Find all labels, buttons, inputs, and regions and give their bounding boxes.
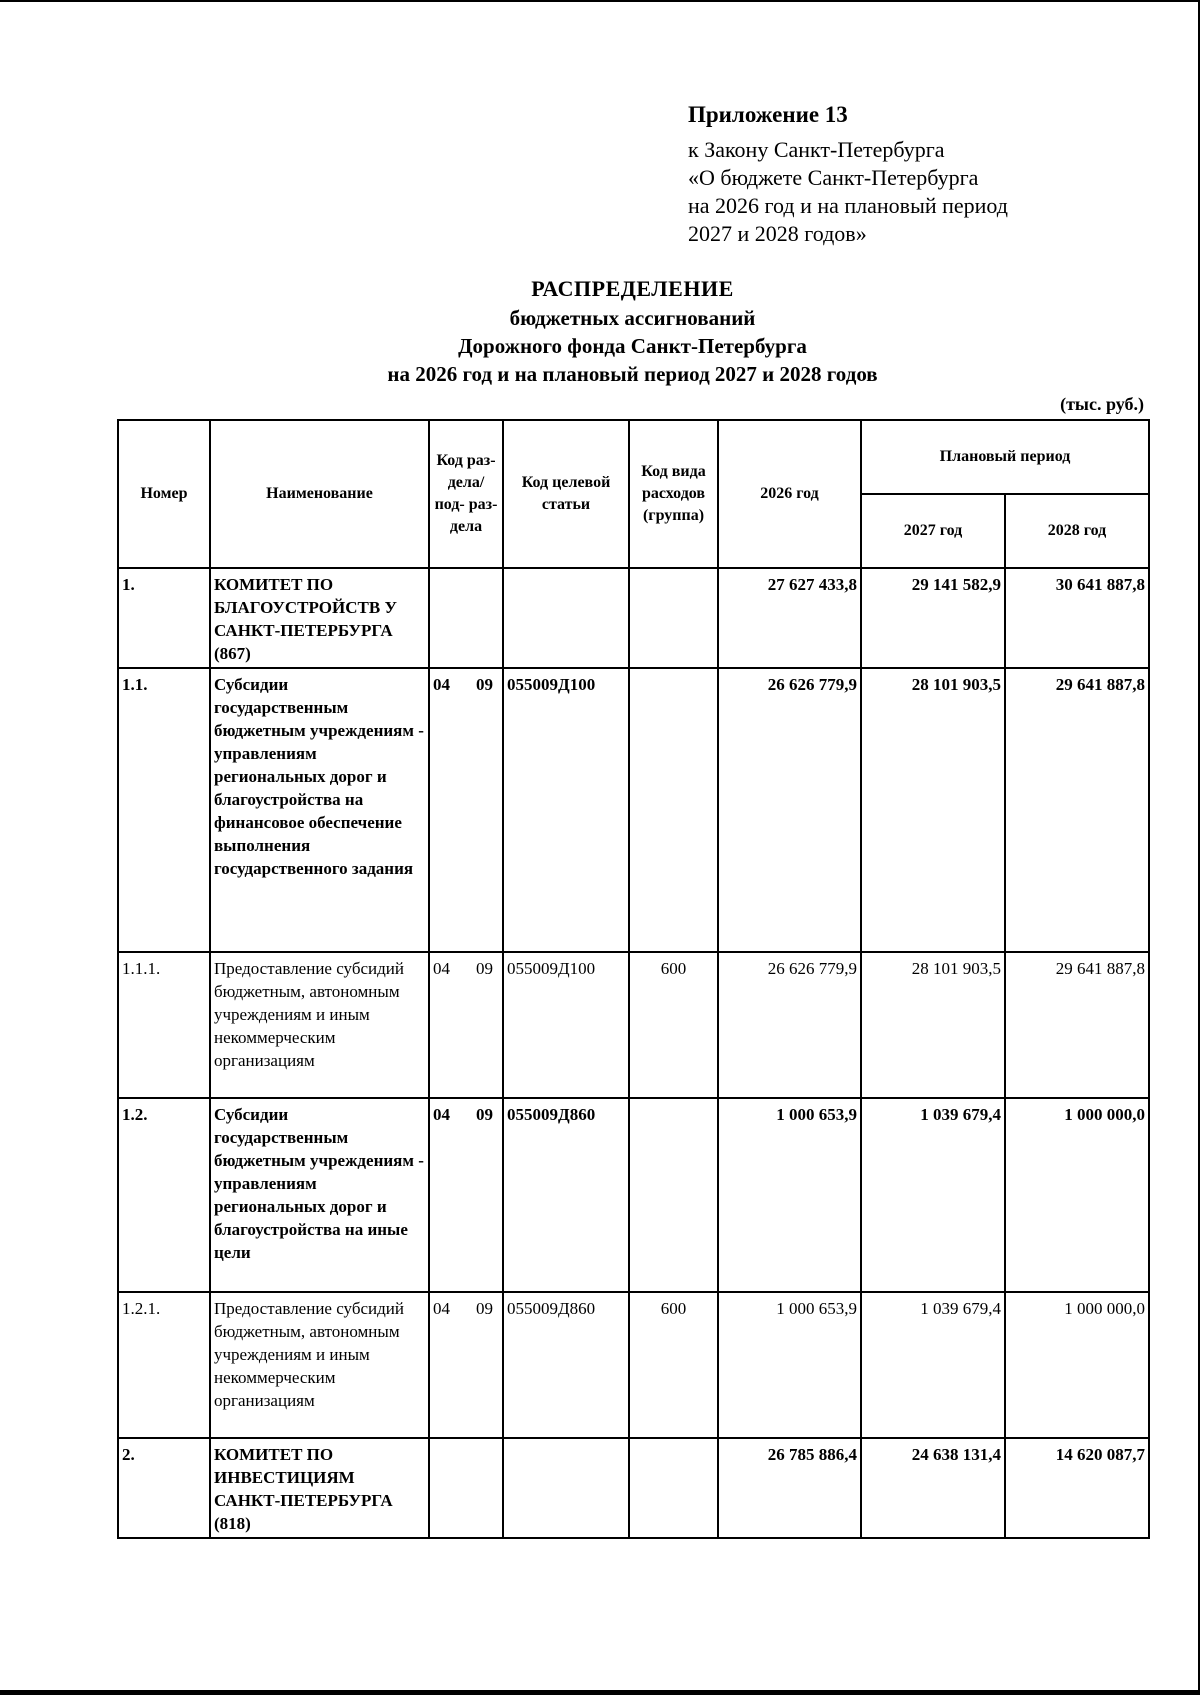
- header-2027: 2027 год: [861, 494, 1005, 568]
- row-2027: 29 141 582,9: [861, 568, 1005, 668]
- row-expense-code: [629, 1098, 718, 1292]
- header-2026: 2026 год: [718, 420, 861, 568]
- row-target-code: [503, 568, 629, 668]
- budget-table: [117, 419, 1150, 1539]
- row-target-code: 055009Д860: [503, 1098, 629, 1292]
- row-2028: 30 641 887,8: [1005, 568, 1149, 668]
- row-expense-code: 600: [629, 952, 718, 1098]
- row-2028: 1 000 000,0: [1005, 1292, 1149, 1438]
- heading-line: бюджетных ассигнований: [509, 306, 756, 330]
- row-2027: 28 101 903,5: [861, 668, 1005, 952]
- row-section-code: 04 09: [429, 1292, 503, 1438]
- row-number: 2.: [118, 1438, 210, 1538]
- units-label: (тыс. руб.): [1060, 394, 1144, 414]
- row-2027: 24 638 131,4: [861, 1438, 1005, 1538]
- row-2026: 27 627 433,8: [718, 568, 861, 668]
- annex-line: к Закону Санкт-Петербурга: [688, 137, 945, 162]
- row-name: Предоставление субсидий бюджетным, автономным учреждениям и иным некоммерческим организациям: [210, 952, 429, 1098]
- heading-line: Дорожного фонда Санкт-Петербурга: [458, 334, 807, 358]
- annex-title: Приложение 13: [688, 102, 848, 127]
- row-section-code: 04 09: [429, 952, 503, 1098]
- header-section-code: Код раз- дела/ под- раз- дела: [429, 420, 503, 568]
- table-row: [118, 1098, 1149, 1292]
- row-target-code: [503, 1438, 629, 1538]
- row-number: 1.2.: [118, 1098, 210, 1292]
- header-name: Наименование: [210, 420, 429, 568]
- table-row: [118, 1292, 1149, 1438]
- row-number: 1.2.1.: [118, 1292, 210, 1438]
- row-section-code: 04 09: [429, 668, 503, 952]
- annex-line: 2027 и 2028 годов»: [688, 221, 867, 246]
- row-expense-code: 600: [629, 1292, 718, 1438]
- row-name: КОМИТЕТ ПО ИНВЕСТИЦИЯМ САНКТ-ПЕТЕРБУРГА (818): [210, 1438, 429, 1538]
- top-border-line: [0, 0, 1200, 2]
- row-2026: 1 000 653,9: [718, 1098, 861, 1292]
- annex-block: [688, 100, 1168, 248]
- row-target-code: 055009Д860: [503, 1292, 629, 1438]
- row-2026: 1 000 653,9: [718, 1292, 861, 1438]
- row-section-code: 04 09: [429, 1098, 503, 1292]
- row-section-code: [429, 1438, 503, 1538]
- row-number: 1.: [118, 568, 210, 668]
- row-name: Предоставление субсидий бюджетным, автономным учреждениям и иным некоммерческим организациям: [210, 1292, 429, 1438]
- row-number: 1.1.: [118, 668, 210, 952]
- table-row: [118, 1438, 1149, 1538]
- table-row: [118, 952, 1149, 1098]
- row-target-code: 055009Д100: [503, 952, 629, 1098]
- row-section-code: [429, 568, 503, 668]
- row-expense-code: [629, 568, 718, 668]
- row-name: Субсидии государственным бюджетным учреждениям - управлениям региональных дорог и благоустройства на финансовое обеспечение выполнения государственного задания: [210, 668, 429, 952]
- heading-title: РАСПРЕДЕЛЕНИЕ: [531, 276, 734, 301]
- header-planned-period: Плановый период: [861, 420, 1149, 494]
- document-heading: [0, 274, 1200, 388]
- row-2028: 1 000 000,0: [1005, 1098, 1149, 1292]
- row-2027: 1 039 679,4: [861, 1292, 1005, 1438]
- heading-line: на 2026 год и на плановый период 2027 и 2028 годов: [387, 362, 878, 386]
- bottom-border-line: [0, 1690, 1200, 1695]
- row-target-code: 055009Д100: [503, 668, 629, 952]
- annex-line: «О бюджете Санкт-Петербурга: [688, 165, 979, 190]
- header-number: Номер: [118, 420, 210, 568]
- annex-line: на 2026 год и на плановый период: [688, 193, 1008, 218]
- row-2027: 1 039 679,4: [861, 1098, 1005, 1292]
- row-2028: 29 641 887,8: [1005, 952, 1149, 1098]
- row-2028: 29 641 887,8: [1005, 668, 1149, 952]
- row-number: 1.1.1.: [118, 952, 210, 1098]
- header-2028: 2028 год: [1005, 494, 1149, 568]
- row-2026: 26 785 886,4: [718, 1438, 861, 1538]
- row-expense-code: [629, 668, 718, 952]
- row-name: Субсидии государственным бюджетным учреждениям - управлениям региональных дорог и благоустройства на иные цели: [210, 1098, 429, 1292]
- header-expense-code: Код вида расходов (группа): [629, 420, 718, 568]
- table-row: [118, 568, 1149, 668]
- table-row: [118, 668, 1149, 952]
- row-2026: 26 626 779,9: [718, 952, 861, 1098]
- row-expense-code: [629, 1438, 718, 1538]
- row-2027: 28 101 903,5: [861, 952, 1005, 1098]
- row-2028: 14 620 087,7: [1005, 1438, 1149, 1538]
- row-name: КОМИТЕТ ПО БЛАГОУСТРОЙСТВ У САНКТ-ПЕТЕРБУРГА (867): [210, 568, 429, 668]
- header-target-code: Код целевой статьи: [503, 420, 629, 568]
- row-2026: 26 626 779,9: [718, 668, 861, 952]
